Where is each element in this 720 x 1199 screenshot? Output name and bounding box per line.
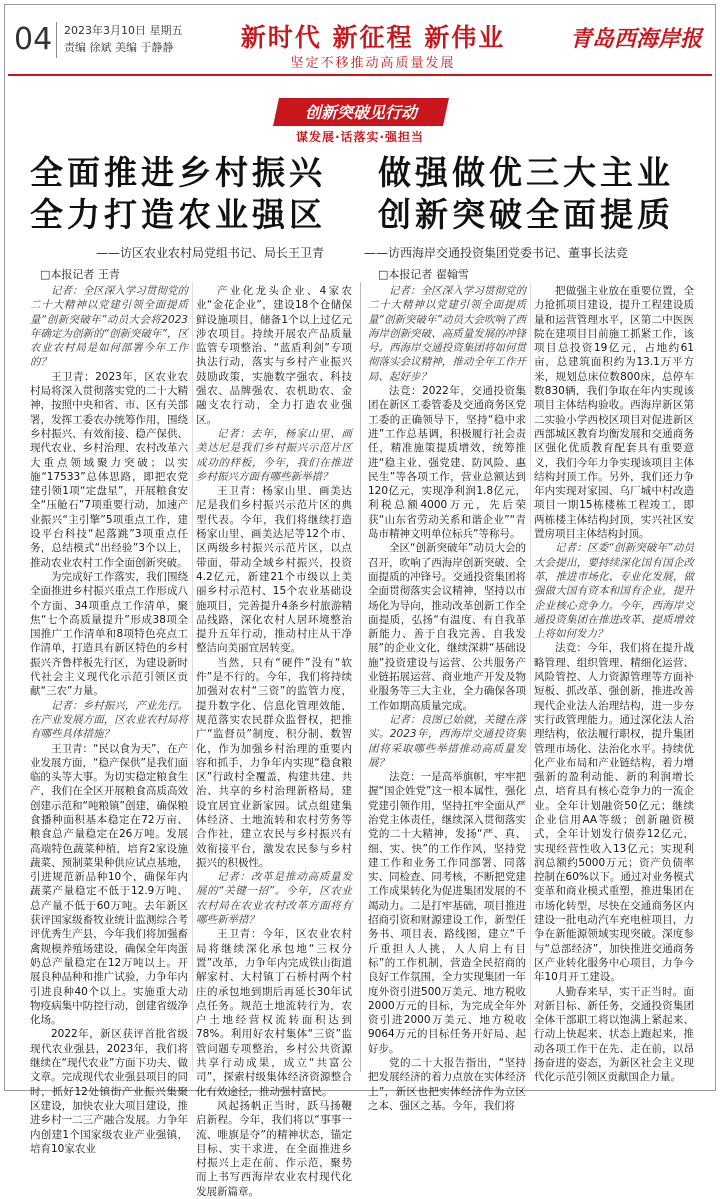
article-1-subhead: ——访区农业农村局党组书记、局长王卫青 xyxy=(96,246,325,260)
answer-paragraph: 当然，只有“硬件”没有“软件”是不行的。今年，我们将持续加强对农村“三资”的监管力度，提升数字化、信息化管理效能，规范落实农民群众监督权，把推广“监督员”制度、积分制、数智化，作为加强乡村治理的重要内容和抓手，力争年内实现“稳食粮区”行政村全覆盖，构建共建、共治、共享的乡村治理新格局，建设宜居宜业新家园。试点组建集体经济、土地流转和农村劳务等合作社，建立农民与乡村振兴有效衔接平台，激发农民参与乡村振兴的积极性。 xyxy=(196,656,352,869)
question-paragraph: 记者：改革是推动高质量发展的“关键一招”。今年，区农业农村局在农业农村改革方面将有哪些新举措？ xyxy=(196,871,352,927)
date-line: 2023年3月10日 星期五 xyxy=(64,24,183,37)
article-1-headline xyxy=(30,152,326,236)
answer-paragraph: 产业化龙头企业、4家农业“金花企业”，建设18个仓储保鲜设施项目，储备1个以上过亿元涉农项目。持续开展农产品质量监管专项整治、“蓝盾利剑”专项执法行动，落实与乡村产业振兴鼓励政策，实施数字强农、科技强农、品牌强农、农机助农、金融支农行动，全力打造农业强区。 xyxy=(196,285,352,426)
headline-line: 创新突破全面提质 xyxy=(378,195,674,234)
answer-paragraph: 全区“创新突破年”动员大会的召开，吹响了西海岸创新突破、全面提质的冲锋号。交通投资集团将全面贯彻落实会议精神，坚持以市场化为导向，推动改革创新工作全面提质，弘扬“有温度、有自我革新能力、善于自我完善、自我发展”的企业文化，继续深耕“基础设施”投资建设与运营、公共服务产业链拓展运营、商业地产开发及物业服务等三大主业，全力确保各项工作如期高质量完成。 xyxy=(368,542,526,712)
answer-paragraph: 法竞：2022年，交通投资集团在新区工委管委及交通商务区党工委的正确领导下，坚持“稳中求进”工作总基调，积极履行社会责任，精准施策提质增效，统筹推进“稳主业、强党建、防风险、惠民生”等各项工作，营业总额达到120亿元，实现净利润1.8亿元，利税总额4000万元，先后荣获“山东省劳动关系和谐企业”“青岛市精神文明单位标兵”等称号。 xyxy=(368,385,526,541)
article-2-headline xyxy=(378,152,674,236)
headline-line: 做强做优三大主业 xyxy=(378,153,674,192)
banner-subtitle: 谋发展·话落实·强担当 xyxy=(295,130,425,144)
page-header xyxy=(8,8,712,71)
question-paragraph: 记者：区委“创新突破年”动员大会提出，要持续深化国有国企改革，推进市场化、专业化发展，做强做大国有资本和国有企业，提升企业核心竞争力。今年，西海岸交通投资集团在推进改革、提质增效上将如何发力？ xyxy=(534,542,694,641)
answer-paragraph: 法竞：今年，我们将在提升战略管理、组织管理、精细化运营、风险管控、人力资源管理等方面补短板、抓改革、强创新，推进改善现代企业法人治理结构，进一步夯实行政管理能力。通过深化法人治理结构，依法履行职权，提升集团管理市场化、法治化水平。持续优化产业布局和产业链结构，着力增强新的盈利动能、新的利润增长点，培育具有核心竞争力的一流企业。全年计划融资50亿元；继续企业信用AA等级；创新融资模式，全年计划发行债券12亿元，实现经营性收入13亿元；实现利润总额约5000万元；资产负债率控制在60%以下。通过对业务模式变革和商业模式重塑，推进集团在市场化转型，尽快在交通商务区内建设一批电动汽车充电桩项目，力争在新能源领域实现突破。深度参与“总部经济”，加快推进交通商务区产业转化服务中心项目，力争今年10月开工建设。 xyxy=(534,642,694,984)
answer-paragraph: 人勤春来早，实干正当时。面对新目标、新任务，交通投资集团全体干部职工将以饱满上紧起来、行动上快起来、状态上跑起来，推动各项工作干在先、走在前，以昂扬奋进的姿态，为新区社会主义现代化示范引领区贡献国企力量。 xyxy=(534,985,694,1084)
question-paragraph: 记者：去年，杨家山里、画美达尼是我们乡村振兴示范片区成功的样板，今年，我们在推进乡村振兴方面有哪些新举措？ xyxy=(196,427,352,483)
banner-title: 创新突破见行动 xyxy=(304,103,417,122)
article-1-column-2 xyxy=(196,284,352,1198)
question-paragraph: 记者：全区深入学习贯彻党的二十大精神以党建引领全面提质量“创新突破年”动员大会吹响了西海岸创新突破、高质量发展的冲锋号。西海岸交通投资集团将如何贯彻落实会议精神，推动全年工作开局、起好步？ xyxy=(368,285,526,383)
answer-paragraph: 王卫青：今年，区农业农村局将继续深化承包地“三权分置”改革，力争年内完成铁山街道解家村、大村镇丁石桥村两个村庄的承包地到期后再延长30年试点任务。规范土地流转行为，农户土地经营权流转面积达到78%。利用好农村集体“三资”监管问题专项整治，乡村公共资源共享行动成果，成立“共富公司”，探索村级集体经济资源整合化有效途径，推动强村富民。 xyxy=(196,928,352,1098)
header-rule xyxy=(8,74,712,76)
editors-line: 责编 徐斌 美编 于静静 xyxy=(64,41,174,54)
headline-line: 全力打造农业强区 xyxy=(30,195,326,234)
answer-paragraph: 把做强主业放在重要位置，全力抢抓项目建设，提升工程建设质量和运营管理水平，区第二中医医院在建项目目前施工抓紧工作，该项目总投资19亿元，占地约61亩，总建筑面积约为13.1万平方米，规划总床位数800床，总停车数830辆，我们争取在年内实现该项目主体结构验收。西海岸新区第二实验小学西校区项目对促进新区西部城区教育均衡发展和交通商务区强化优质教育配套具有重要意义，我们今年力争实现该项目主体结构封顶工作。另外，我们还力争年内实现对家园、乌厂城中村改造项目一期15栋楼栋工程竣工，即两栋楼主体结构封顶，实兴社区安置房项目主体结构封顶。 xyxy=(534,285,694,541)
page-number: 04 xyxy=(14,22,53,57)
slogan: 新时代 新征程 新伟业 xyxy=(240,23,506,52)
answer-paragraph: 党的二十大报告指出，“坚持把发展经济的着力点放在实体经济上”，新区也把实体经济作为立区之本、强区之基。今年，我们将 xyxy=(368,1057,526,1112)
subslogan: 坚定不移推动高质量发展 xyxy=(290,56,456,71)
column-separator xyxy=(530,282,531,1072)
article-2-byline: □本报记者 翟翰雪 xyxy=(378,268,469,281)
article-2-column-1 xyxy=(368,284,526,1112)
answer-paragraph: 王卫青：“民以食为天”，在产业发展方面，“稳产保供”是我们面临的头等大事。为切实稳定粮食生产，我们在全区开展粮食高质高效创建示范和“吨粮镇”创建，确保粮食播种面积基本稳定在72万亩、粮食总产量稳定在26万吨。发展高端特色蔬菜种植，培育2家设施蔬菜、预制菜果种供应试点基地，引进规范新品种10个，确保年内蔬菜产量稳定不低于12.9万吨、总产量不低于60万吨。去年新区获评国家级畜牧业统计监测综合考评优秀生产县，今年我们将加强畜禽规模养殖场建设，确保全年肉蛋奶总产量稳定在12万吨以上。开展良种品种和推广试验，力争年内引进良种40个以上。实施重大动物疫病集中防控行动，创建省级净化场。 xyxy=(30,742,188,1027)
page-meta xyxy=(64,22,183,56)
answer-paragraph: 2022年，新区获评首批省级现代农业强县，2023年，我们将继续在“现代农业”方面下功夫、做文章。完成现代农业强县项目的同时，抓好12处镇街产业振兴集聚区建设，加快农业大项目建设，推进乡村一二三产融合发展。力争年内创建1个国家级农业产业强镇，培育10家农业 xyxy=(30,1028,188,1155)
answer-paragraph: 王卫青：杨家山里、画美达尼是我们乡村振兴示范片区的典型代表。今年，我们将继续打造杨家山里、画美达尼等12个市、区两级乡村振兴示范片区，以点带面，带动全域乡村振兴，投资4.2亿元，新建21个市级以上美丽乡村示范村、15个农业基础设施项目，完善提升4条乡村旅游精品线路，深化农村人居环境整治提升五年行动，推动村庄从干净整洁向美丽宜居转变。 xyxy=(196,485,352,655)
headline-line: 全面推进乡村振兴 xyxy=(30,153,326,192)
column-separator xyxy=(192,282,193,1072)
article-2-subhead: ——访西海岸交通投资集团党委书记、董事长法竞 xyxy=(364,246,629,260)
answer-paragraph: 王卫青：2023年，区农业农村局将深入贯彻落实党的二十大精神，按照中央和省、市、区有关部署，发挥工委农办统筹作用，围绕乡村振兴、有效衔接、稳产保供、现代农业、乡村治理、农村改革六大重点领域聚力突破；以实施“17533”总体思路，即把农党建引领1项“定盘星”，开展粮食安全“压舱石”7项重要行动，加速产业振兴“主引擎”5项重点工作，建设平台科技“起落跳”3项重点任务，总结模式“出经验”3个以上，推动农业农村工作全面创新突破。 xyxy=(30,370,188,569)
answer-paragraph: 风起扬帆正当时，跃马扬鞭启新程。今年，我们将以“事事一流、唯旗是夺”的精神状态，锚定目标、实干求进，在全面推进乡村振兴上走在前、作示范，聚势而上书写西海岸农业农村现代化发展新篇章。 xyxy=(196,1099,352,1198)
newspaper-logo: 青岛西海岸报 xyxy=(569,26,702,52)
article-1-byline: □本报记者 王青 xyxy=(40,268,120,281)
page-number-divider xyxy=(56,22,57,58)
question-paragraph: 记者：全区深入学习贯彻党的二十大精神以党建引领全面提质量“创新突破年”动员大会将2023年确定为创新的“创新突破年”，区农业农村局是如何部署今年工作的？ xyxy=(30,285,188,369)
question-paragraph: 记者：良图已始就，关键在落实。2023年，西海岸交通投资集团将采取哪些举措推动高质量发展？ xyxy=(368,713,526,769)
article-2-column-2 xyxy=(534,284,694,1084)
article-divider xyxy=(360,282,361,1072)
question-paragraph: 记者：乡村振兴，产业先行。在产业发展方面，区农业农村局将有哪些具体措施？ xyxy=(30,699,188,741)
answer-paragraph: 法竞：一是高举旗帜，牢牢把握“国企姓党”这一根本属性，强化党建引领作用，坚持扛牢全面从严治党主体责任，继续深入贯彻落实党的二十大精神，发扬“严、真、细、实、快”的工作作风，坚持党建工作和业务工作同部署、同落实、同检查、同考核，不断把党建工作成果转化为促进集团发展的不竭动力。二是打牢基础，项目推进招商引资和财源建设工作，新型任务书、项目表、路线图，建立“千斤重担人人挑，人人肩上有目标”的工作机制，营造全民招商的良好工作氛围，全力实现集团一年度外资引进500万美元、地方税收2000万元的目标，为完成全年外资引进2000万美元、地方税收9064万元的目标任务开好局、起好步。 xyxy=(368,771,526,1055)
answer-paragraph: 为完成好工作落实，我们围绕全面推进乡村振兴重点工作形成八个方面、34项重点工作清单，聚焦“七个高质量提升”形成38项全国推广工作清单和8项特色亮点工作清单，打造具有新区特色的乡村振兴齐鲁样板先行区，为建设新时代社会主义现代化示范引领区贡献“三农”力量。 xyxy=(30,570,188,698)
article-1-column-1 xyxy=(30,284,188,1155)
